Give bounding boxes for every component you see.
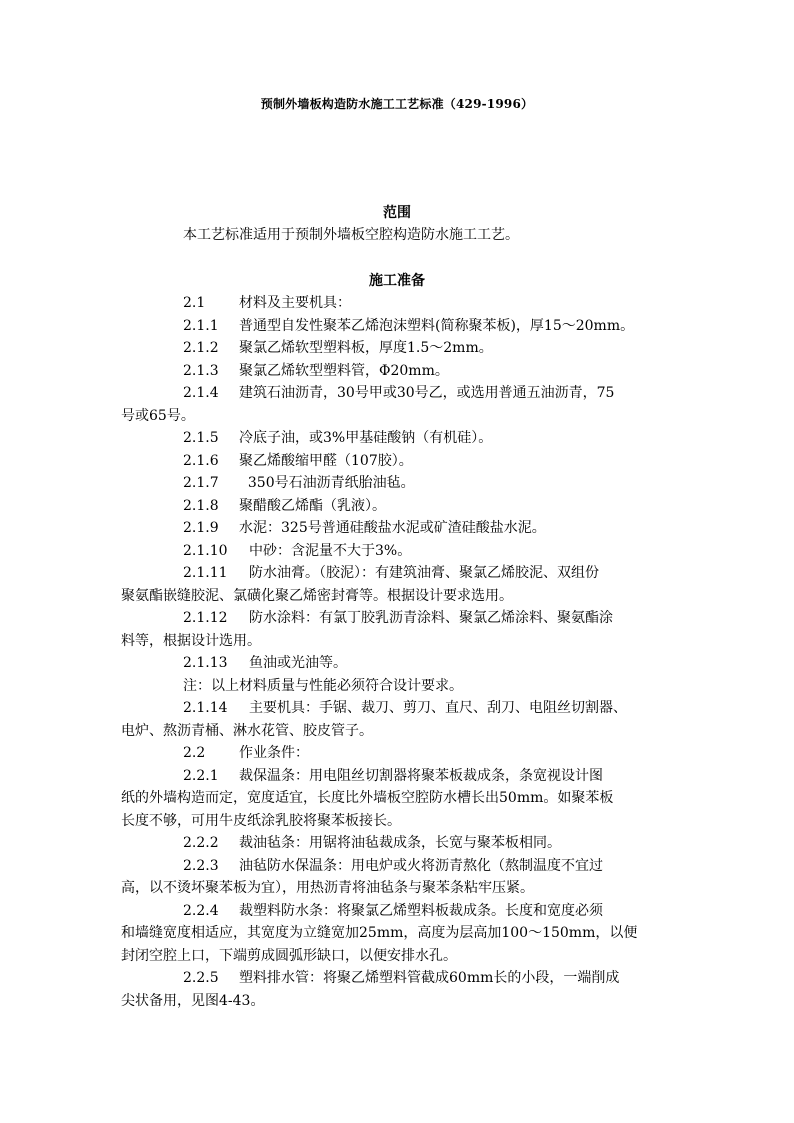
item-continuation: 尖状备用，见图4-43。 bbox=[121, 992, 265, 1009]
list-item bbox=[121, 562, 677, 585]
section-heading-scope: 范围 bbox=[383, 205, 411, 221]
list-item bbox=[121, 855, 677, 878]
item-number: 2.2.3 bbox=[183, 857, 219, 874]
item-number: 2.1.9 bbox=[183, 520, 219, 536]
item-number: 2.1.3 bbox=[183, 362, 219, 379]
list-item bbox=[121, 292, 677, 315]
item-number: 2.2 bbox=[183, 745, 206, 761]
item-number: 2.1.2 bbox=[183, 340, 219, 356]
list-item bbox=[121, 495, 677, 518]
list-item bbox=[121, 765, 677, 788]
item-number: 2.1.6 bbox=[183, 452, 219, 469]
item-text: 聚醋酸乙烯酯（乳液）。 bbox=[239, 497, 386, 514]
item-text: 聚氯乙烯软型塑料板，厚度1.5～2mm。 bbox=[239, 340, 493, 356]
item-number: 2.1 bbox=[183, 295, 206, 311]
item-number: 2.2.5 bbox=[183, 970, 219, 986]
item-continuation: 纸的外墙构造而定，宽度适宜，长度比外墙板空腔防水槽长出50mm。如聚苯板 bbox=[121, 790, 614, 806]
item-number: 2.1.14 bbox=[183, 700, 228, 716]
item-text: 作业条件： bbox=[239, 745, 309, 761]
item-continuation: 和墙缝宽度相适应，其宽度为立缝宽加25mm，高度为层高加100～150mm，以便 bbox=[121, 925, 638, 941]
list-item bbox=[121, 832, 677, 855]
item-continuation: 高，以不烫坏聚苯板为宜），用热沥青将油毡条与聚苯条粘牢压紧。 bbox=[121, 880, 534, 896]
item-text: 冷底子油，或3%甲基硅酸钠（有机硅）。 bbox=[239, 430, 493, 446]
item-continuation: 封闭空腔上口，下端剪成圆弧形缺口，以便安排水孔。 bbox=[121, 947, 457, 964]
item-text: 聚氯乙烯软型塑料管，Φ20mm。 bbox=[239, 362, 449, 379]
section-preparation-body bbox=[121, 292, 677, 1012]
section-scope-body bbox=[121, 224, 677, 247]
item-continuation: 电炉、熬沥青桶、淋水花管、胶皮管子。 bbox=[121, 722, 373, 739]
item-text: 350号石油沥青纸胎油毡。 bbox=[239, 475, 415, 491]
item-continuation: 料等，根据设计选用。 bbox=[121, 632, 261, 649]
item-number: 2.1.4 bbox=[183, 385, 219, 401]
list-item bbox=[121, 652, 677, 675]
item-number: 2.1.11 bbox=[183, 565, 228, 581]
item-number: 2.1.10 bbox=[183, 542, 228, 559]
item-number: 2.1.13 bbox=[183, 655, 228, 671]
item-text: 聚乙烯酸缩甲醛（107胶）。 bbox=[239, 452, 413, 469]
item-number: 2.1.5 bbox=[183, 430, 219, 446]
item-text: 裁塑料防水条：将聚氯乙烯塑料板裁成条。长度和宽度必须 bbox=[239, 902, 603, 919]
note-line: 注：以上材料质量与性能必须符合设计要求。 bbox=[183, 677, 463, 694]
item-text: 裁油毡条：用锯将油毡裁成条，长宽与聚苯板相同。 bbox=[239, 835, 561, 851]
item-text: 防水油膏。（胶泥）：有建筑油膏、聚氯乙烯胶泥、双组份 bbox=[249, 565, 599, 581]
list-item bbox=[121, 967, 677, 990]
item-text: 主要机具：手锯、裁刀、剪刀、直尺、刮刀、电阻丝切割器、 bbox=[249, 700, 627, 716]
list-item bbox=[121, 337, 677, 360]
list-item bbox=[121, 607, 677, 630]
item-number: 2.2.4 bbox=[183, 902, 219, 919]
document-title: 预制外墙板构造防水施工工艺标准（429-1996） bbox=[260, 97, 534, 111]
item-text: 水泥：325号普通硅酸盐水泥或矿渣硅酸盐水泥。 bbox=[239, 520, 546, 536]
list-item bbox=[121, 360, 677, 383]
item-text: 鱼油或光油等。 bbox=[249, 655, 347, 671]
list-item bbox=[121, 697, 677, 720]
item-text: 中砂：含泥量不大于3%。 bbox=[249, 542, 412, 559]
item-continuation: 长度不够，可用牛皮纸涂乳胶将聚苯板接长。 bbox=[121, 812, 401, 829]
section-heading-preparation: 施工准备 bbox=[369, 273, 425, 289]
item-text: 塑料排水管：将聚乙烯塑料管截成60mm长的小段，一端削成 bbox=[239, 970, 620, 986]
item-number: 2.1.1 bbox=[183, 317, 219, 334]
item-number: 2.2.2 bbox=[183, 835, 219, 851]
list-item bbox=[121, 382, 677, 405]
item-text: 普通型自发性聚苯乙烯泡沫塑料(简称聚苯板)，厚15～20mm。 bbox=[239, 317, 635, 334]
list-item bbox=[121, 472, 677, 495]
item-continuation: 聚氨酯嵌缝胶泥、氯磺化聚乙烯密封膏等。根据设计要求选用。 bbox=[121, 587, 513, 604]
list-item bbox=[121, 427, 677, 450]
item-number: 2.2.1 bbox=[183, 767, 219, 784]
list-item bbox=[121, 450, 677, 473]
paragraph-line: 本工艺标准适用于预制外墙板空腔构造防水施工工艺。 bbox=[183, 227, 519, 243]
item-text: 防水涂料：有氯丁胶乳沥青涂料、聚氯乙烯涂料、聚氨酯涂 bbox=[249, 610, 613, 626]
item-number: 2.1.8 bbox=[183, 497, 219, 514]
list-item bbox=[121, 315, 677, 338]
item-text: 油毡防水保温条：用电炉或火将沥青熬化（熬制温度不宜过 bbox=[239, 857, 603, 874]
item-number: 2.1.12 bbox=[183, 610, 228, 626]
list-item bbox=[121, 742, 677, 765]
item-text: 材料及主要机具： bbox=[239, 295, 351, 311]
item-number: 2.1.7 bbox=[183, 475, 219, 491]
list-item bbox=[121, 517, 677, 540]
item-text: 建筑石油沥青，30号甲或30号乙，或选用普通五油沥青，75 bbox=[239, 385, 615, 401]
item-continuation: 号或65号。 bbox=[121, 407, 195, 424]
item-text: 裁保温条：用电阻丝切割器将聚苯板裁成条，条宽视设计图 bbox=[239, 767, 603, 784]
list-item bbox=[121, 900, 677, 923]
list-item bbox=[121, 540, 677, 563]
